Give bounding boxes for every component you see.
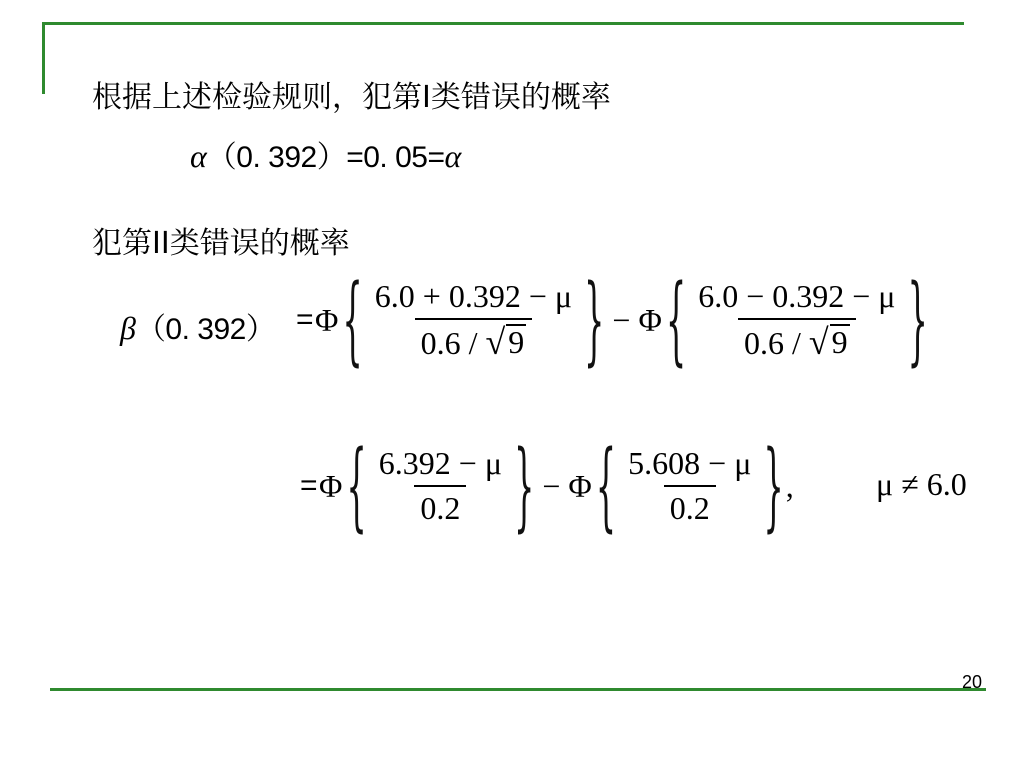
fraction-numerator: 6.392 − μ <box>378 444 502 481</box>
right-brace: } <box>763 429 784 543</box>
beta-label <box>120 304 275 348</box>
alpha-value: =0. 05= <box>346 141 445 174</box>
equals-sign: = <box>300 469 318 502</box>
denominator-prefix: 0.6 / <box>420 325 486 361</box>
phi-symbol: Φ <box>319 467 343 504</box>
fraction-numerator: 6.0 + 0.392 − μ <box>374 277 573 314</box>
fraction <box>369 279 578 361</box>
sqrt-radicand: 9 <box>831 324 848 361</box>
left-brace: { <box>342 263 363 377</box>
square-root <box>485 324 526 360</box>
right-brace: } <box>907 263 928 377</box>
denominator-prefix: 0.6 / <box>743 325 809 361</box>
fraction <box>373 446 508 526</box>
fraction-denominator <box>415 318 533 361</box>
alpha-argument: （0. 392） <box>206 141 347 174</box>
fraction-denominator <box>738 318 856 361</box>
sqrt-radicand: 9 <box>508 324 525 361</box>
sqrt-icon: √ <box>485 322 506 362</box>
minus-sign: − <box>612 301 631 338</box>
fraction-denominator: 0.2 <box>414 485 466 526</box>
left-brace: { <box>665 263 687 377</box>
phi-symbol: Φ <box>568 467 592 504</box>
left-brace: { <box>595 429 617 543</box>
frame-left-line <box>42 22 45 94</box>
phi-symbol: Φ <box>315 301 339 338</box>
alpha-symbol: α <box>190 138 207 174</box>
beta-symbol: β <box>120 310 136 346</box>
alpha-symbol-end: α <box>444 138 462 174</box>
right-brace: } <box>584 263 605 377</box>
frame-bottom-line <box>50 688 986 691</box>
equals-sign: = <box>296 303 314 336</box>
fraction <box>692 279 901 361</box>
trailing-comma: , <box>785 467 794 504</box>
left-brace: { <box>346 429 367 543</box>
sqrt-icon: √ <box>808 322 829 362</box>
mu-condition: μ ≠ 6.0 <box>876 466 967 502</box>
phi-symbol: Φ <box>638 301 662 338</box>
beta-equation-row <box>296 263 930 377</box>
beta-simplified-row <box>300 429 794 543</box>
type-one-error-intro: 根据上述检验规则，犯第I类错误的概率 <box>92 80 611 115</box>
alpha-equation <box>190 132 461 176</box>
type-two-error-intro: 犯第II类错误的概率 <box>92 226 350 261</box>
page-number: 20 <box>962 672 983 692</box>
fraction-denominator: 0.2 <box>664 485 716 526</box>
fraction-numerator: 5.608 − μ <box>628 444 752 481</box>
fraction-numerator: 6.0 − 0.392 − μ <box>698 277 896 314</box>
minus-sign: − <box>542 467 561 504</box>
frame-top-line <box>42 22 964 25</box>
square-root <box>809 324 850 360</box>
right-brace: } <box>513 429 535 543</box>
fraction <box>622 446 757 526</box>
beta-argument: （0. 392） <box>135 313 276 346</box>
